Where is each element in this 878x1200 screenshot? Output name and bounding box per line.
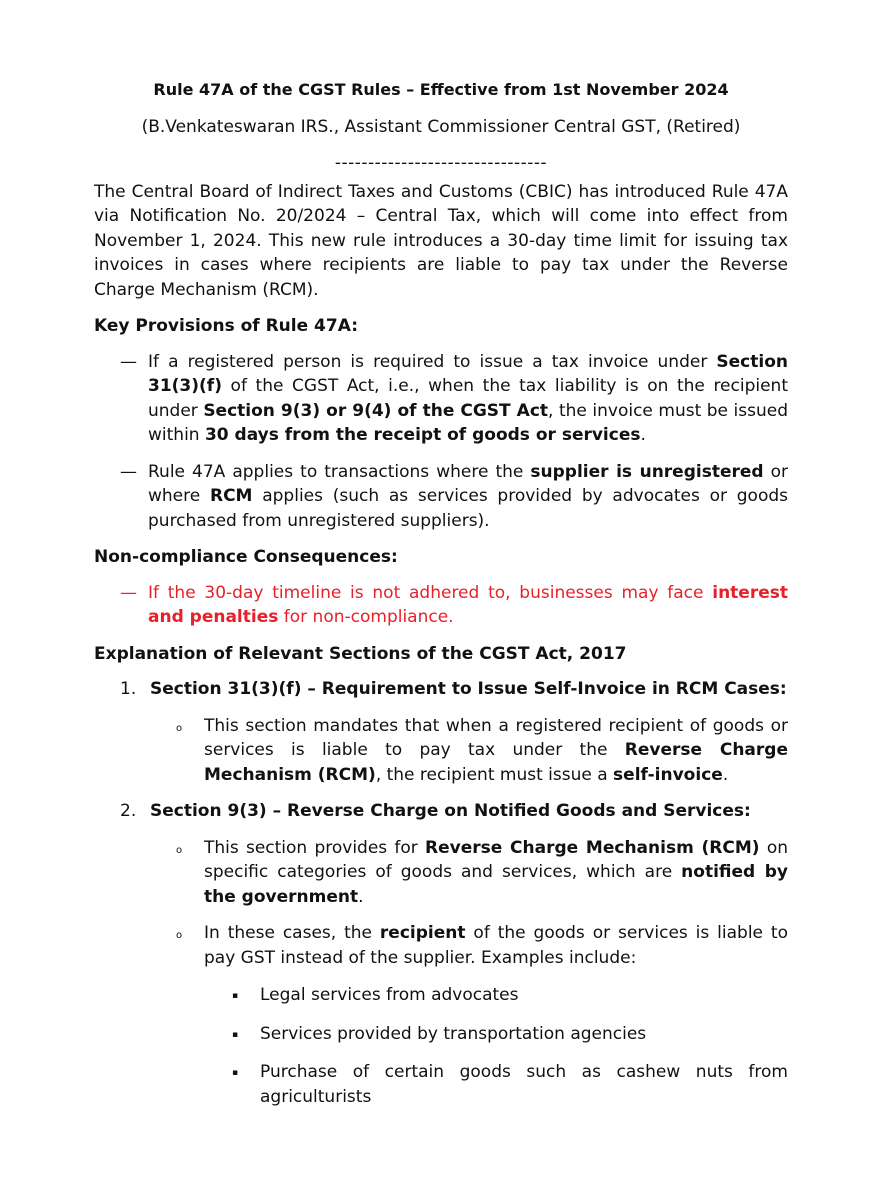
author-line: (B.Venkateswaran IRS., Assistant Commissioner Central GST, (Retired): [141, 116, 741, 137]
section-number: 2.: [120, 801, 137, 821]
dash-marker: —: [120, 461, 137, 482]
section-2-title: Section 9(3) – Reverse Charge on Notified Goods and Services:: [150, 801, 751, 821]
square-bullet-icon: ▪: [232, 991, 239, 1001]
section-2-point-1-text: This section provides for Reverse Charge Mechanism (RCM) on specific categories of goods and services, which are notified by the government.: [204, 837, 788, 907]
key-provisions-heading: Key Provisions of Rule 47A:: [94, 316, 358, 336]
circle-bullet-icon: o: [176, 844, 183, 856]
separator-line: --------------------------------: [334, 153, 548, 173]
explanation-heading: Explanation of Relevant Sections of the CGST Act, 2017: [94, 643, 627, 664]
intro-paragraph: The Central Board of Indirect Taxes and Customs (CBIC) has introduced Rule 47A via Notification No. 20/2024 – Central Tax, which will come into effect from November 1, 2024. This new rule introduces a 30-day time limit for issuing tax invoices in cases where recipients are liable to pay tax under the Reverse Charge Mechanism (RCM).: [94, 181, 788, 300]
section-1-heading: [94, 677, 788, 702]
circle-bullet-icon: o: [176, 722, 183, 734]
section-1-point-1-text: This section mandates that when a registered recipient of goods or services is liable to pay tax under the Reverse Charge Mechanism (RCM), the recipient must issue a self-invoice.: [204, 715, 788, 785]
section-number: 1.: [120, 679, 137, 699]
section-1-point-1: [94, 714, 788, 788]
example-text: Legal services from advocates: [260, 985, 519, 1005]
noncompliance-heading: Non-compliance Consequences:: [94, 547, 398, 567]
circle-bullet-icon: o: [176, 930, 183, 941]
noncompliance-text-1: If the 30-day timeline is not adhered to, businesses may face interest and penalties for non-compliance.: [148, 582, 788, 627]
key-provision-text-2: Rule 47A applies to transactions where the supplier is unregistered or where RCM applies (such as services provided by advocates or goods purchased from unregistered suppliers).: [148, 461, 789, 531]
dash-marker: —: [120, 351, 137, 372]
example-item: [94, 983, 788, 1009]
section-2-point-1: [94, 836, 788, 910]
dash-marker: —: [120, 582, 137, 603]
example-text: Purchase of certain goods such as cashew nuts from agriculturists: [260, 1062, 788, 1107]
example-item: [94, 1022, 788, 1048]
key-provision-item-2: [94, 460, 788, 534]
key-provision-item-1: [94, 350, 788, 448]
document-title: Rule 47A of the CGST Rules – Effective from 1st November 2024: [153, 80, 729, 99]
section-2-point-2-text: In these cases, the recipient of the goods or services is liable to pay GST instead of the supplier. Examples include:: [204, 923, 788, 968]
square-bullet-icon: ▪: [232, 1068, 239, 1078]
section-1-title: Section 31(3)(f) – Requirement to Issue Self-Invoice in RCM Cases:: [150, 679, 787, 699]
noncompliance-item-1: [94, 581, 788, 630]
key-provision-text-1: If a registered person is required to issue a tax invoice under Section 31(3)(f) of the CGST Act, i.e., when the tax liability is on the recipient under Section 9(3) or 9(4) of the CGST Act, the invoice must be issued within 30 days from the receipt of goods or services.: [148, 351, 788, 445]
section-2-heading: [94, 799, 788, 824]
example-item: [94, 1060, 788, 1109]
example-text: Services provided by transportation agencies: [260, 1023, 647, 1044]
section-2-point-2: [94, 921, 788, 970]
square-bullet-icon: ▪: [232, 1029, 239, 1040]
